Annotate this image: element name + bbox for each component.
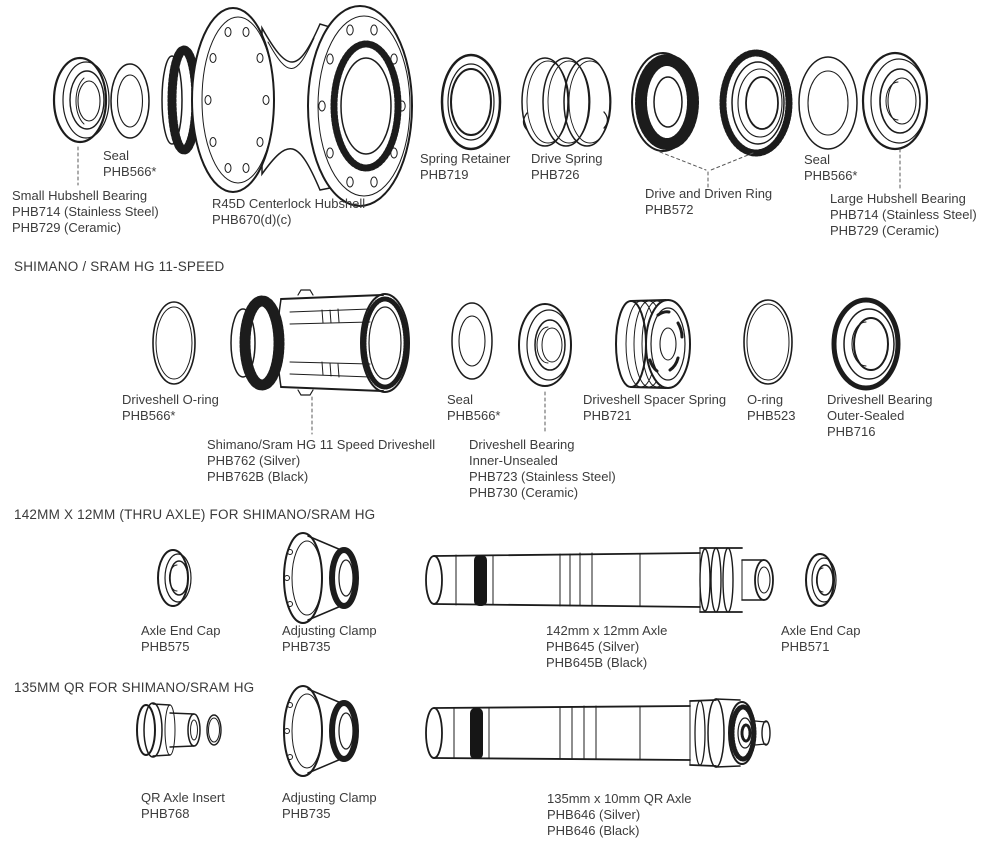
label-line: Seal xyxy=(804,152,831,167)
label-line: Seal xyxy=(103,148,130,163)
label-line: PHB714 (Stainless Steel) xyxy=(12,204,159,219)
label-adjusting-clamp-1 xyxy=(282,623,377,655)
label-line: PHB735 xyxy=(282,639,331,654)
label-line: Seal xyxy=(447,392,474,407)
leader-line xyxy=(711,153,753,170)
label-spring-retainer xyxy=(420,151,510,183)
label-line: PHB719 xyxy=(420,167,469,182)
label-line: PHB762 (Silver) xyxy=(207,453,301,468)
label-seal-mid xyxy=(447,392,500,424)
axle-end-cap-right-drawing xyxy=(806,554,836,606)
label-axle-135 xyxy=(547,791,692,839)
label-line: Driveshell Bearing xyxy=(469,437,575,452)
spacer-spring-drawing xyxy=(616,300,690,388)
axle-end-cap-left-drawing xyxy=(158,550,191,606)
leader-line xyxy=(660,152,706,170)
label-axle-end-cap-right xyxy=(781,623,861,655)
label-line: Adjusting Clamp xyxy=(282,623,377,638)
label-line: PHB566* xyxy=(103,164,157,179)
label-line: R45D Centerlock Hubshell xyxy=(212,196,366,211)
label-line: PHB729 (Ceramic) xyxy=(830,223,940,238)
label-axle-end-cap-left xyxy=(141,623,221,655)
label-qr-axle-insert xyxy=(141,790,225,822)
spring-retainer-drawing xyxy=(442,55,500,149)
qr-axle-135-drawing xyxy=(426,699,770,767)
label-drive-and-driven-ring xyxy=(645,186,772,218)
label-line: PHB735 xyxy=(282,806,331,821)
label-line: Shimano/Sram HG 11 Speed Driveshell xyxy=(207,437,436,452)
driven-ring-drawing xyxy=(723,53,789,153)
label-line: Driveshell Bearing xyxy=(827,392,933,407)
label-line: PHB523 xyxy=(747,408,796,423)
label-line: PHB670(d)(c) xyxy=(212,212,292,227)
header-qr135: 135MM QR FOR SHIMANO/SRAM HG xyxy=(14,680,255,695)
label-line: PHB726 xyxy=(531,167,580,182)
seal-right-drawing xyxy=(799,57,857,149)
label-spacer-spring xyxy=(583,392,726,424)
leader-lines xyxy=(78,147,900,434)
adjusting-clamp-2-drawing xyxy=(284,686,356,776)
label-line: PHB571 xyxy=(781,639,830,654)
label-line: PHB566* xyxy=(804,168,858,183)
label-line: PHB645B (Black) xyxy=(546,655,648,670)
label-driveshell-bearing-outer xyxy=(827,392,933,440)
driveshell-drawing xyxy=(231,290,409,395)
axle-142-drawing xyxy=(426,548,773,612)
label-line: PHB575 xyxy=(141,639,190,654)
label-line: Axle End Cap xyxy=(781,623,861,638)
label-line: PHB572 xyxy=(645,202,694,217)
oring-drawing xyxy=(744,300,792,384)
label-line: Driveshell Spacer Spring xyxy=(583,392,727,407)
label-line: PHB646 (Silver) xyxy=(547,807,641,822)
label-seal-left xyxy=(103,148,156,180)
label-line: PHB762B (Black) xyxy=(207,469,309,484)
small-hubshell-bearing-drawing xyxy=(54,58,109,142)
label-line: 135mm x 10mm QR Axle xyxy=(547,791,692,806)
label-line: Small Hubshell Bearing xyxy=(12,188,148,203)
centerlock-hubshell-drawing xyxy=(162,6,412,206)
label-line: PHB721 xyxy=(583,408,632,423)
adjusting-clamp-drawing xyxy=(284,533,356,623)
label-line: PHB714 (Stainless Steel) xyxy=(830,207,977,222)
label-driveshell-oring xyxy=(122,392,219,424)
label-line: PHB716 xyxy=(827,424,876,439)
label-line: Driveshell O-ring xyxy=(122,392,219,407)
label-adjusting-clamp-2 xyxy=(282,790,377,822)
label-line: Spring Retainer xyxy=(420,151,511,166)
label-line: Outer-Sealed xyxy=(827,408,905,423)
seal-mid-drawing xyxy=(452,303,492,379)
label-line: Adjusting Clamp xyxy=(282,790,377,805)
driveshell-bearing-inner-drawing xyxy=(519,304,571,386)
qr-axle-insert-drawing xyxy=(137,703,221,757)
label-axle-142 xyxy=(546,623,667,671)
label-line: PHB566* xyxy=(122,408,176,423)
driveshell-oring-drawing xyxy=(153,302,195,384)
label-line: PHB723 (Stainless Steel) xyxy=(469,469,616,484)
seal-left-drawing xyxy=(111,64,149,138)
label-line: Drive and Driven Ring xyxy=(645,186,773,201)
drive-spring-drawing xyxy=(522,58,611,146)
header-thru142: 142MM X 12MM (THRU AXLE) FOR SHIMANO/SRAM HG xyxy=(14,507,376,522)
large-hubshell-bearing-drawing xyxy=(863,53,927,149)
label-line: Large Hubshell Bearing xyxy=(830,191,966,206)
label-driveshell xyxy=(207,437,435,485)
label-seal-right xyxy=(804,152,857,184)
label-line: PHB645 (Silver) xyxy=(546,639,640,654)
header-hg11: SHIMANO / SRAM HG 11-SPEED xyxy=(14,259,225,274)
label-line: PHB729 (Ceramic) xyxy=(12,220,122,235)
label-line: PHB730 (Ceramic) xyxy=(469,485,579,500)
label-drive-spring xyxy=(531,151,603,183)
label-hubshell xyxy=(212,196,365,228)
label-line: PHB566* xyxy=(447,408,501,423)
label-large-hubshell-bearing xyxy=(830,191,977,239)
label-line: Axle End Cap xyxy=(141,623,221,638)
label-line: PHB768 xyxy=(141,806,190,821)
label-oring xyxy=(747,392,795,424)
label-line: QR Axle Insert xyxy=(141,790,225,805)
label-line: 142mm x 12mm Axle xyxy=(546,623,668,638)
label-line: Inner-Unsealed xyxy=(469,453,558,468)
label-small-hubshell-bearing xyxy=(12,188,159,236)
label-line: O-ring xyxy=(747,392,784,407)
label-driveshell-bearing-inner xyxy=(469,437,616,501)
label-line: PHB646 (Black) xyxy=(547,823,640,838)
drive-ring-drawing xyxy=(632,53,694,151)
label-line: Drive Spring xyxy=(531,151,603,166)
driveshell-bearing-outer-drawing xyxy=(834,300,898,388)
